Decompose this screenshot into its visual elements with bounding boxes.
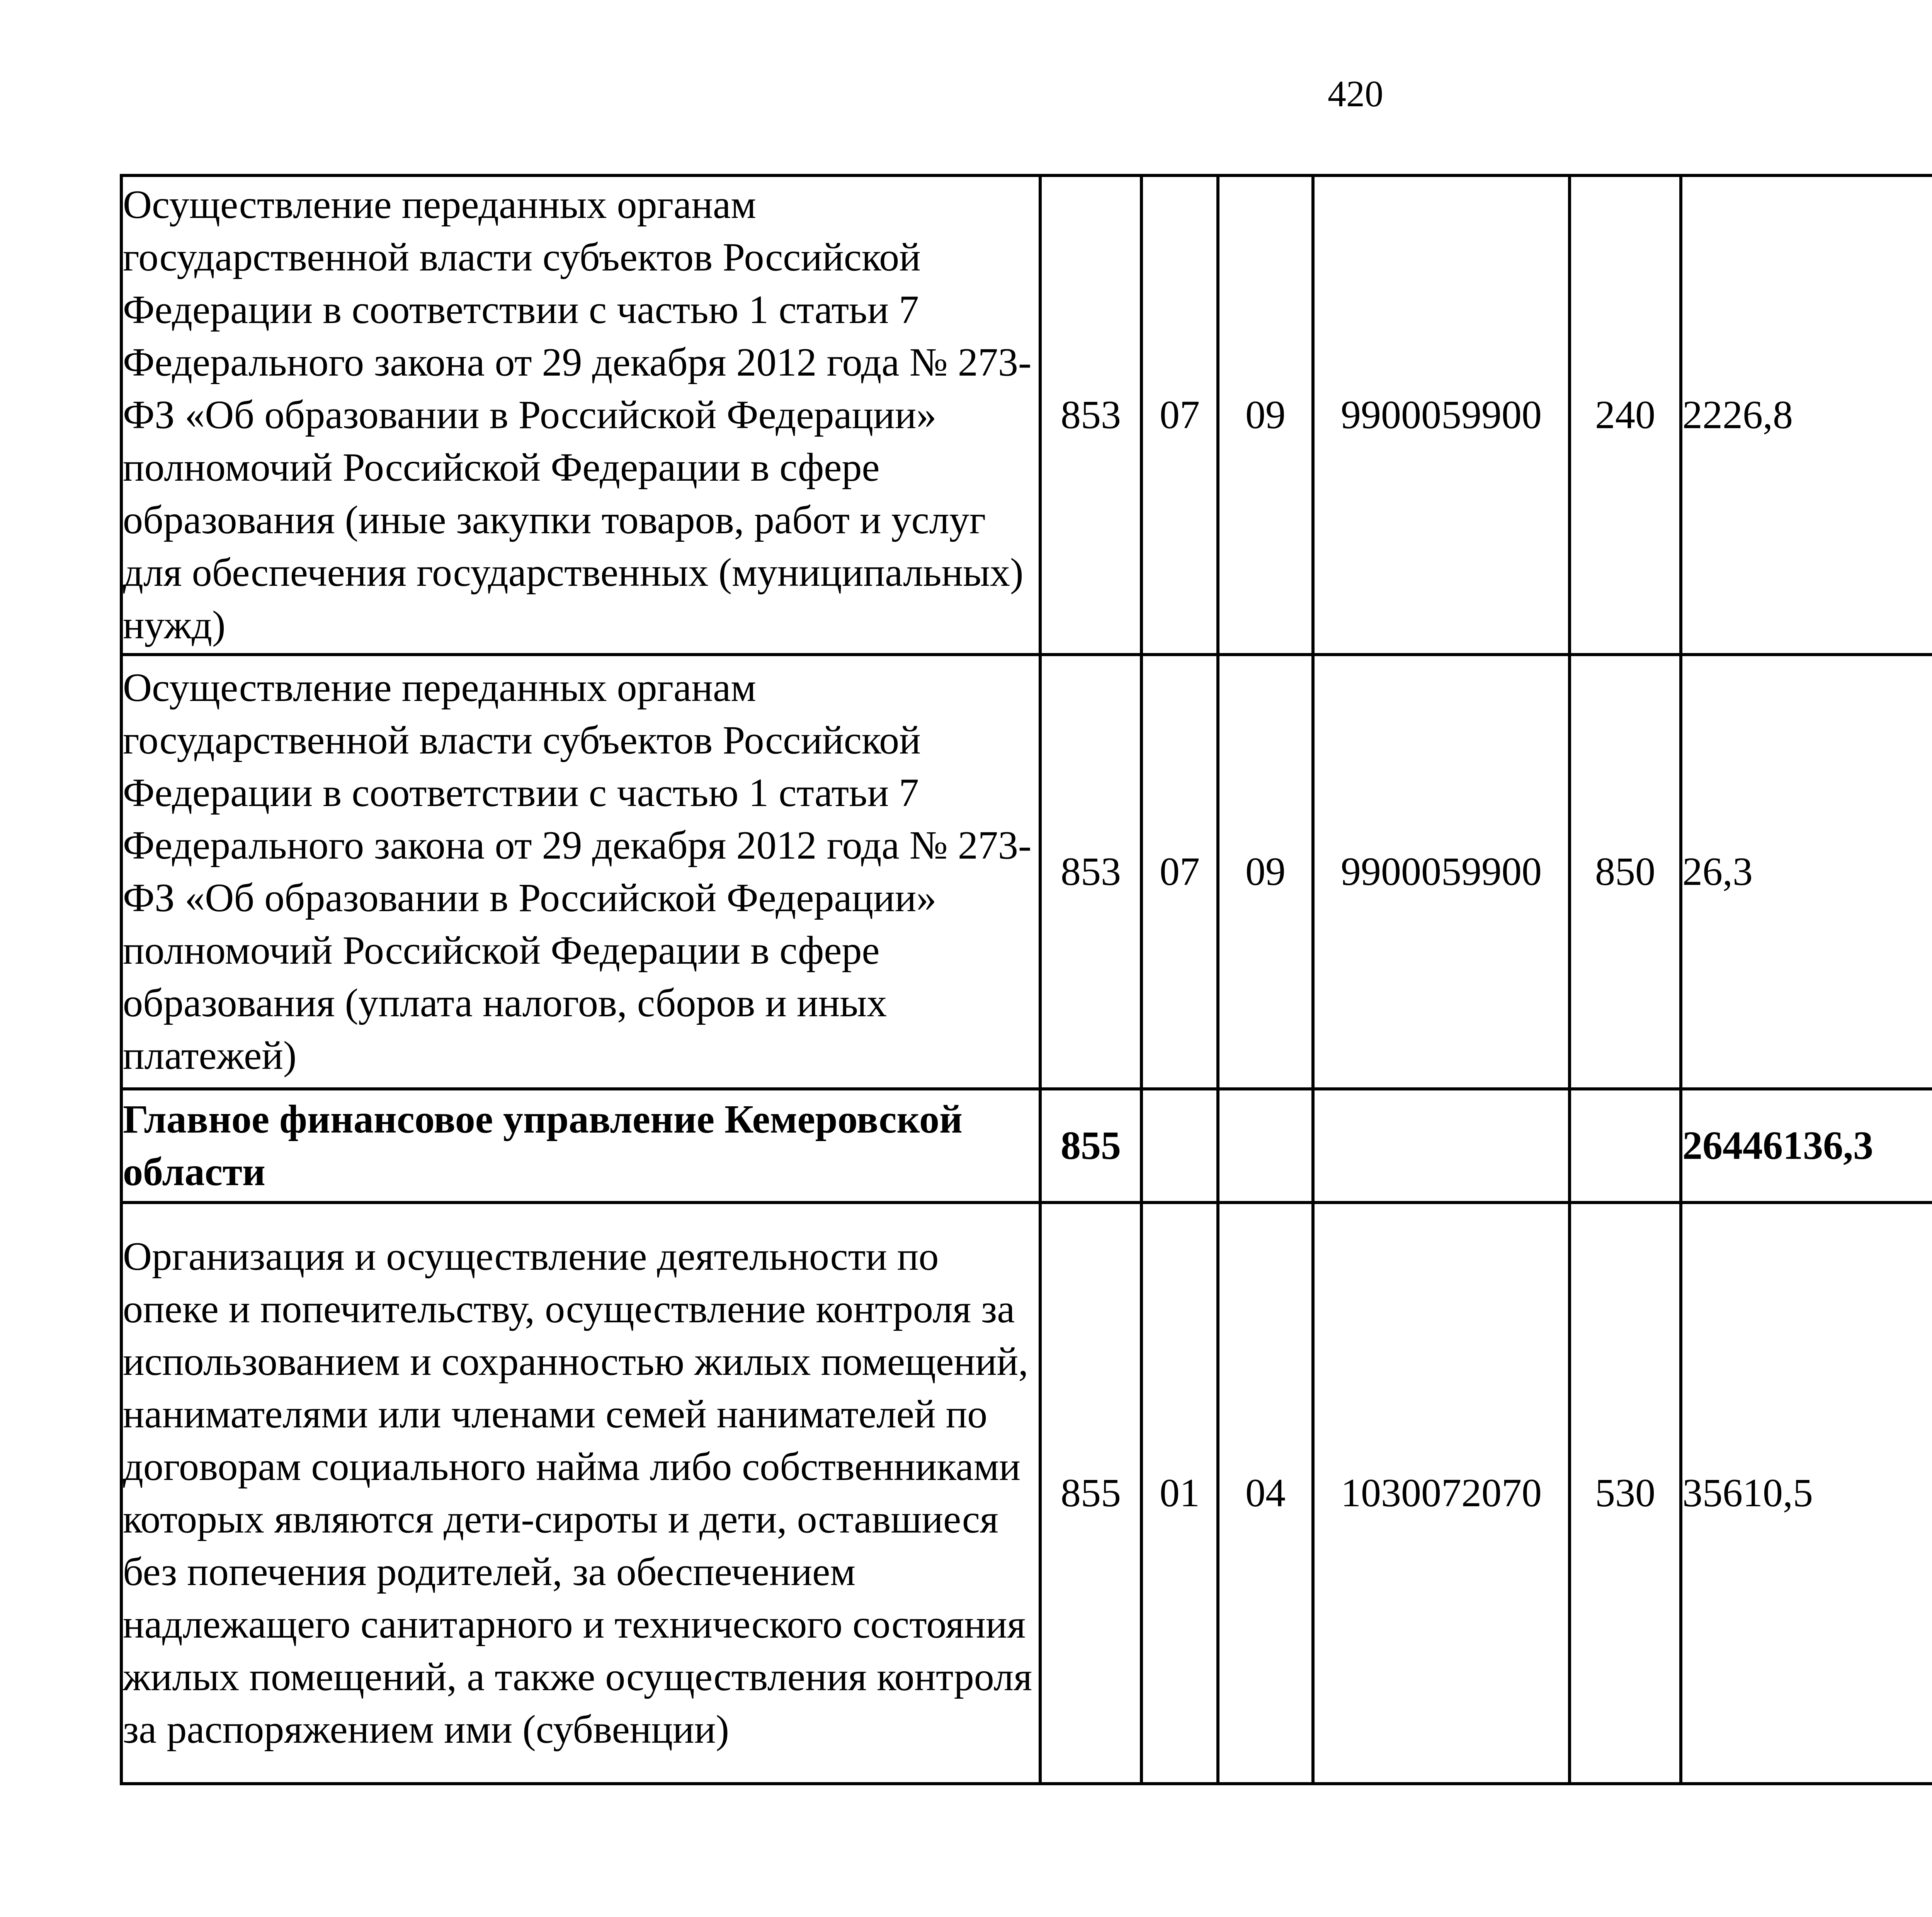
description-cell: Организация и осуществление деятельности по опеке и попечительству, осуществление контроля за использованием и сохранностью жилых помещений, нанимателями или членами семей нанимателей по договорам социального найма либо собственниками которых являются дети-сироты и дети, оставшиеся без попечения родителей, за обеспечением надлежащего санитарного и технического состояния жилых помещений, а также осуществления контроля за распоряжением ими (субвенции)	[121, 1203, 1040, 1784]
amount-year-1-cell: 35610,5	[1681, 1203, 1932, 1784]
table-row-ministry-total	[121, 1089, 1932, 1203]
target-item-cell: 9900059900	[1313, 175, 1570, 655]
amount-year-1-cell: 26,3	[1681, 655, 1932, 1089]
table-row	[121, 655, 1932, 1089]
table-row	[121, 1203, 1932, 1784]
ministry-code-cell: 853	[1040, 175, 1141, 655]
expense-type-cell: 530	[1570, 1203, 1681, 1784]
subsection-code-cell	[1218, 1089, 1313, 1203]
expense-type-cell: 850	[1570, 655, 1681, 1089]
expense-type-cell	[1570, 1089, 1681, 1203]
ministry-code-cell: 853	[1040, 655, 1141, 1089]
ministry-code-cell: 855	[1040, 1203, 1141, 1784]
section-code-cell: 07	[1141, 175, 1218, 655]
subsection-code-cell: 04	[1218, 1203, 1313, 1784]
description-cell: Главное финансовое управление Кемеровской области	[121, 1089, 1040, 1203]
target-item-cell: 9900059900	[1313, 655, 1570, 1089]
page-number: 420	[1328, 73, 1383, 114]
section-code-cell: 01	[1141, 1203, 1218, 1784]
description-cell: Осуществление переданных органам государственной власти субъектов Российской Федерации в соответствии с частью 1 статьи 7 Федерального закона от 29 декабря 2012 года № 273-ФЗ «Об образовании в Российской Федерации» полномочий Российской Федерации в сфере образования (уплата налогов, сборов и иных платежей)	[121, 655, 1040, 1089]
amount-year-1-cell: 26446136,3	[1681, 1089, 1932, 1203]
subsection-code-cell: 09	[1218, 175, 1313, 655]
description-cell: Осуществление переданных органам государственной власти субъектов Российской Федерации в соответствии с частью 1 статьи 7 Федерального закона от 29 декабря 2012 года № 273-ФЗ «Об образовании в Российской Федерации» полномочий Российской Федерации в сфере образования (иные закупки товаров, работ и услуг для обеспечения государственных (муниципальных) нужд)	[121, 175, 1040, 655]
target-item-cell	[1313, 1089, 1570, 1203]
budget-table	[120, 174, 1932, 1785]
table-row	[121, 175, 1932, 655]
target-item-cell: 1030072070	[1313, 1203, 1570, 1784]
amount-year-1-cell: 2226,8	[1681, 175, 1932, 655]
ministry-code-cell: 855	[1040, 1089, 1141, 1203]
section-code-cell: 07	[1141, 655, 1218, 1089]
expense-type-cell: 240	[1570, 175, 1681, 655]
subsection-code-cell: 09	[1218, 655, 1313, 1089]
section-code-cell	[1141, 1089, 1218, 1203]
